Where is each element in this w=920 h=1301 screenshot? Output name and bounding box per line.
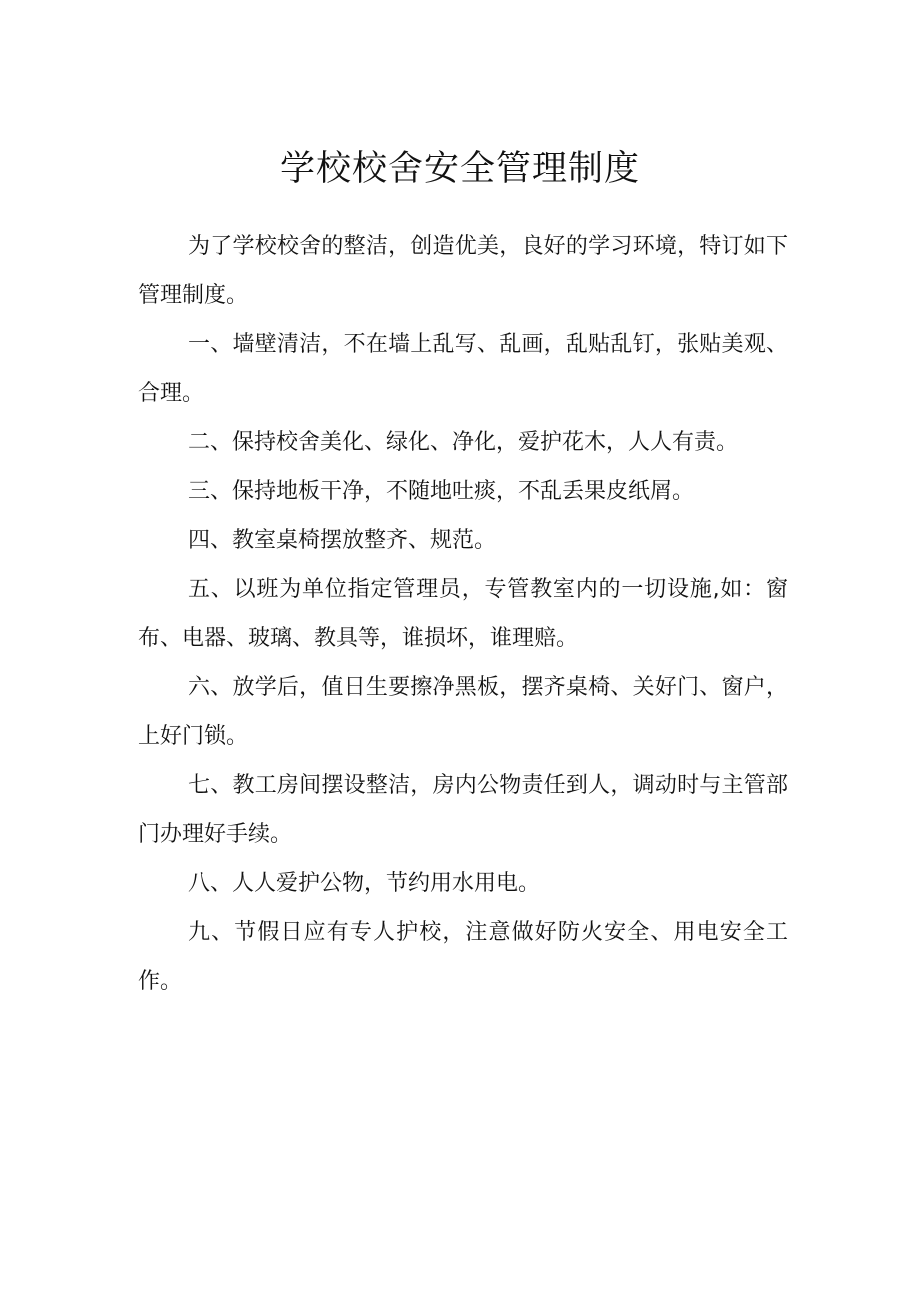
rule-9-paragraph: 九、节假日应有专人护校，注意做好防火安全、用电安全工作。 bbox=[138, 920, 788, 994]
rule-3-paragraph: 三、保持地板干净，不随地吐痰，不乱丢果皮纸屑。 bbox=[188, 479, 695, 504]
rule-2-paragraph: 二、保持校舍美化、绿化、净化，爱护花木，人人有责。 bbox=[188, 430, 739, 455]
rule-6-paragraph: 六、放学后，值日生要擦净黑板，摆齐桌椅、关好门、窗户，上好门锁。 bbox=[138, 675, 788, 749]
rule-5-paragraph: 五、以班为单位指定管理员，专管教室内的一切设施,如：窗布、电器、玻璃、教具等，谁损坏，谁理赔。 bbox=[138, 577, 788, 651]
document-body bbox=[138, 222, 788, 1006]
rule-8-paragraph: 八、人人爱护公物，节约用水用电。 bbox=[188, 871, 541, 896]
intro-paragraph: 为了学校校舍的整洁，创造优美，良好的学习环境，特订如下管理制度。 bbox=[138, 234, 788, 308]
rule-1-paragraph: 一、墙壁清洁，不在墙上乱写、乱画，乱贴乱钉，张贴美观、合理。 bbox=[138, 332, 788, 406]
rule-4-paragraph: 四、教室桌椅摆放整齐、规范。 bbox=[188, 528, 497, 553]
rule-7-paragraph: 七、教工房间摆设整洁，房内公物责任到人，调动时与主管部门办理好手续。 bbox=[138, 773, 788, 847]
document-title: 学校校舍安全管理制度 bbox=[279, 149, 640, 189]
